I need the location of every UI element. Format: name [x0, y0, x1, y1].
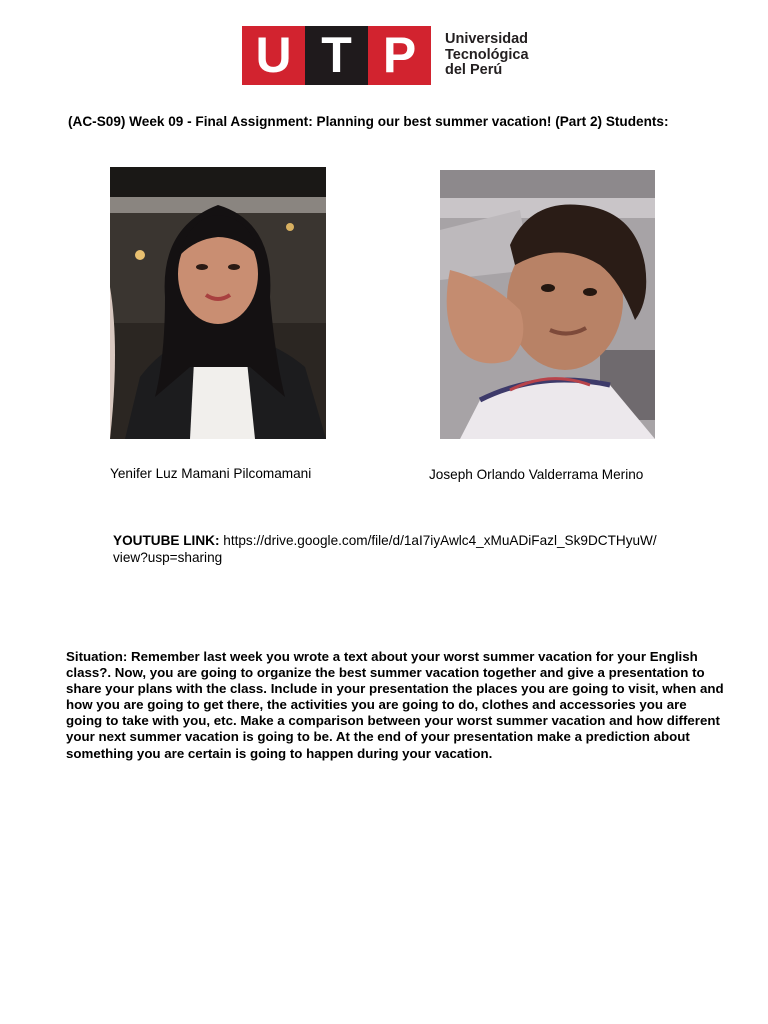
logo-letter-p: P [368, 26, 431, 85]
student-name: Joseph Orlando Valderrama Merino [429, 467, 644, 482]
situation-paragraph: Situation: Remember last week you wrote a text about your worst summer vacation for your English class?. Now, you are going to organize the best summer vacation together and give a presentation to share your plans with the class. Include in your presentation the places you are going to visit, when and how you are going to get there, the activities you are going to do, clothes and accessories you are going to take with you, etc. Make a comparison between your worst summer vacation and how different your next summer vacation is going to be. At the end of your presentation make a prediction about something you are certain is going to happen during your vacation. [66, 649, 724, 761]
student-photo-yenifer [110, 167, 326, 439]
logo-name-line: Tecnológica [445, 46, 529, 63]
logo-letter-u: U [242, 26, 305, 85]
utp-logo [242, 26, 529, 85]
logo-letter-t: T [305, 26, 368, 85]
youtube-link-block [113, 532, 713, 566]
youtube-link-url[interactable]: https://drive.google.com/file/d/1aI7iyAwlc4_xMuADiFazl_Sk9DCTHyuW/ [219, 533, 657, 548]
youtube-link-url-continued[interactable]: view?usp=sharing [113, 550, 223, 565]
youtube-link-label: YOUTUBE LINK: [113, 533, 220, 548]
student-name: Yenifer Luz Mamani Pilcomamani [110, 466, 312, 481]
logo-letter-blocks [242, 26, 431, 85]
logo-university-name [445, 32, 529, 79]
student-photo-joseph [440, 170, 655, 439]
logo-name-line: del Perú [445, 62, 503, 79]
document-title: (AC-S09) Week 09 - Final Assignment: Planning our best summer vacation! (Part 2) Students: [68, 114, 669, 129]
logo-name-line: Universidad [445, 31, 528, 48]
